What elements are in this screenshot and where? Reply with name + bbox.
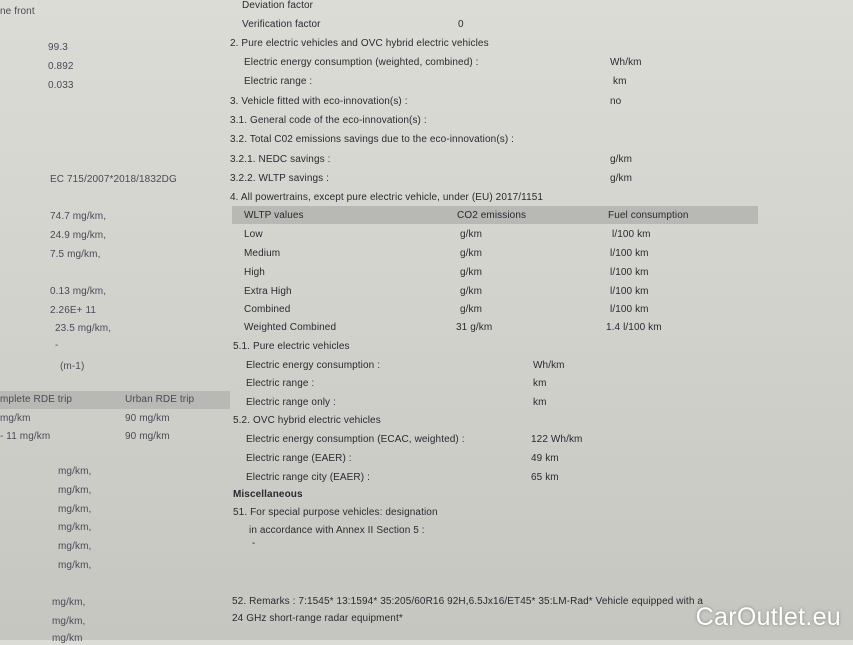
regulation-ref: EC 715/2007*2018/1832DG	[50, 174, 177, 185]
wltp-row-label: Medium	[244, 248, 281, 259]
section-heading: 51. For special purpose vehicles: designation	[233, 507, 438, 518]
wltp-cell: g/km	[460, 248, 483, 259]
watermark: CarOutlet.eu	[695, 603, 841, 631]
row-unit: Wh/km	[610, 57, 642, 68]
unit: mg/km,	[58, 522, 92, 533]
wltp-cell: g/km	[460, 304, 483, 315]
value: 7.5 mg/km,	[50, 249, 101, 260]
row-unit: Wh/km	[533, 360, 565, 371]
value: 74.7 mg/km,	[50, 211, 107, 222]
section-heading: 3. Vehicle fitted with eco-innovation(s) :	[230, 96, 408, 107]
row-value: -	[252, 538, 256, 549]
section-heading: 3.1. General code of the eco-innovation(s) :	[230, 115, 427, 126]
section-heading: 2. Pure electric vehicles and OVC hybrid electric vehicles	[230, 38, 489, 49]
wltp-cell: l/100 km	[610, 248, 649, 259]
section-heading: 5.2. OVC hybrid electric vehicles	[233, 415, 381, 426]
row-value: no	[610, 96, 622, 107]
row-label: Electric range city (EAER) :	[246, 472, 370, 483]
wltp-row-label: Weighted Combined	[244, 322, 337, 333]
row-label: Verification factor	[242, 19, 321, 30]
row-unit: km	[613, 76, 627, 87]
wltp-cell: g/km	[460, 267, 483, 278]
rde-cell: mg/km	[0, 413, 31, 424]
wltp-header: WLTP values	[244, 210, 304, 221]
rde-cell: - 11 mg/km	[0, 431, 51, 442]
row-unit: g/km	[610, 173, 633, 184]
unit: mg/km,	[52, 616, 86, 627]
row-label: Electric energy consumption (ECAC, weighted) :	[246, 434, 465, 445]
section-heading: 3.2. Total C02 emissions savings due to the eco-innovation(s) :	[230, 134, 515, 145]
unit: mg/km,	[52, 597, 86, 608]
remarks: 52. Remarks : 7:1545* 13:1594* 35:205/60R16 92H,6.5Jx16/ET45* 35:LM-Rad* Vehicle equipped with a	[232, 596, 704, 607]
row-label: 3.2.1. NEDC savings :	[230, 154, 331, 165]
row-label: Electric range (EAER) :	[246, 453, 352, 464]
value: 2.26E+ 11	[50, 305, 97, 316]
wltp-cell: 31 g/km	[456, 322, 493, 333]
row-label: Electric range :	[246, 378, 315, 389]
row-label: 3.2.2. WLTP savings :	[230, 173, 329, 184]
rde-header: mplete RDE trip	[0, 394, 73, 405]
unit: mg/km,	[58, 466, 92, 477]
row-value: 65 km	[531, 472, 559, 483]
wltp-header: Fuel consumption	[608, 210, 689, 221]
section-heading-misc: Miscellaneous	[233, 489, 303, 500]
unit: mg/km	[52, 633, 83, 644]
unit: mg/km,	[58, 504, 92, 515]
rde-header: Urban RDE trip	[125, 394, 195, 405]
row-label: Deviation factor	[242, 0, 314, 11]
row-unit: km	[533, 397, 547, 408]
wltp-row-label: Extra High	[244, 286, 292, 297]
section-heading: 4. All powertrains, except pure electric vehicle, under (EU) 2017/1151	[230, 192, 544, 203]
unit: mg/km,	[58, 560, 92, 571]
value: 99.3	[48, 42, 68, 53]
value: 24.9 mg/km,	[50, 230, 107, 241]
row-label: Electric range :	[244, 76, 313, 87]
unit: mg/km,	[58, 485, 92, 496]
value: -	[55, 340, 59, 351]
wltp-row-label: High	[244, 267, 265, 278]
row-label: Electric energy consumption :	[246, 360, 381, 371]
remarks: 24 GHz short-range radar equipment*	[232, 613, 403, 624]
value: 0.892	[48, 61, 74, 72]
row-label: Electric energy consumption (weighted, combined) :	[244, 57, 479, 68]
rde-cell: 90 mg/km	[125, 431, 170, 442]
wltp-row-label: Low	[244, 229, 263, 240]
value: 0.033	[48, 80, 74, 91]
wltp-cell: g/km	[460, 286, 483, 297]
row-label: in accordance with Annex II Section 5 :	[249, 525, 425, 536]
value: 0.13 mg/km,	[50, 286, 107, 297]
row-label: Electric range only :	[246, 397, 336, 408]
row-unit: km	[533, 378, 547, 389]
row-value: 0	[458, 19, 464, 30]
row-value: 122 Wh/km	[531, 434, 583, 445]
wltp-cell: l/100 km	[610, 286, 649, 297]
wltp-cell: l/100 km	[610, 304, 649, 315]
wltp-cell: g/km	[460, 229, 483, 240]
cut-label: ne front	[0, 6, 35, 17]
unit: mg/km,	[58, 541, 92, 552]
wltp-header: CO2 emissions	[457, 210, 527, 221]
value: 23.5 mg/km,	[55, 323, 112, 334]
wltp-cell: 1.4 l/100 km	[606, 322, 662, 333]
wltp-row-label: Combined	[244, 304, 291, 315]
rde-cell: 90 mg/km	[125, 413, 170, 424]
section-heading: 5.1. Pure electric vehicles	[233, 341, 350, 352]
category-code: (m-1)	[60, 361, 85, 372]
wltp-cell: l/100 km	[610, 267, 649, 278]
row-unit: g/km	[610, 154, 633, 165]
row-value: 49 km	[531, 453, 559, 464]
wltp-cell: l/100 km	[612, 229, 651, 240]
